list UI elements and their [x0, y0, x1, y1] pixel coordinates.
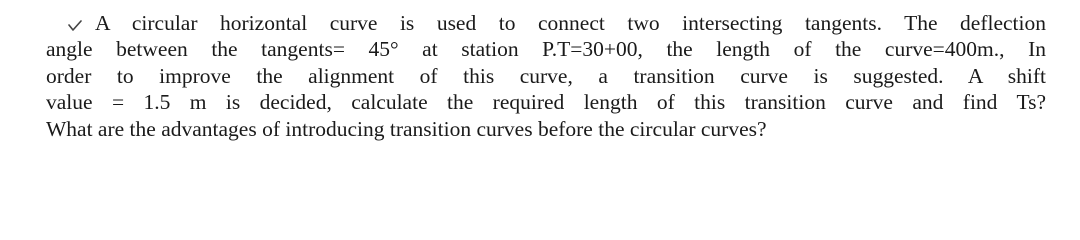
- problem-line-1: [46, 10, 1046, 36]
- problem-line-2: angle between the tangents= 45° at station P.T=30+00, the length of the curve=400m., In: [46, 37, 1046, 62]
- problem-line-3: order to improve the alignment of this curve, a transition curve is suggested. A shift: [46, 63, 1046, 88]
- problem-line-1-text: A circular horizontal curve is used to connect two intersecting tangents. The deflection: [95, 11, 1046, 35]
- problem-line-4: value = 1.5 m is decided, calculate the required length of this transition curve and find Ts?: [46, 90, 1046, 115]
- problem-text: [46, 10, 1046, 142]
- check-mark-icon: [68, 20, 82, 32]
- problem-line-5: What are the advantages of introducing transition curves before the circular curves?: [46, 116, 767, 141]
